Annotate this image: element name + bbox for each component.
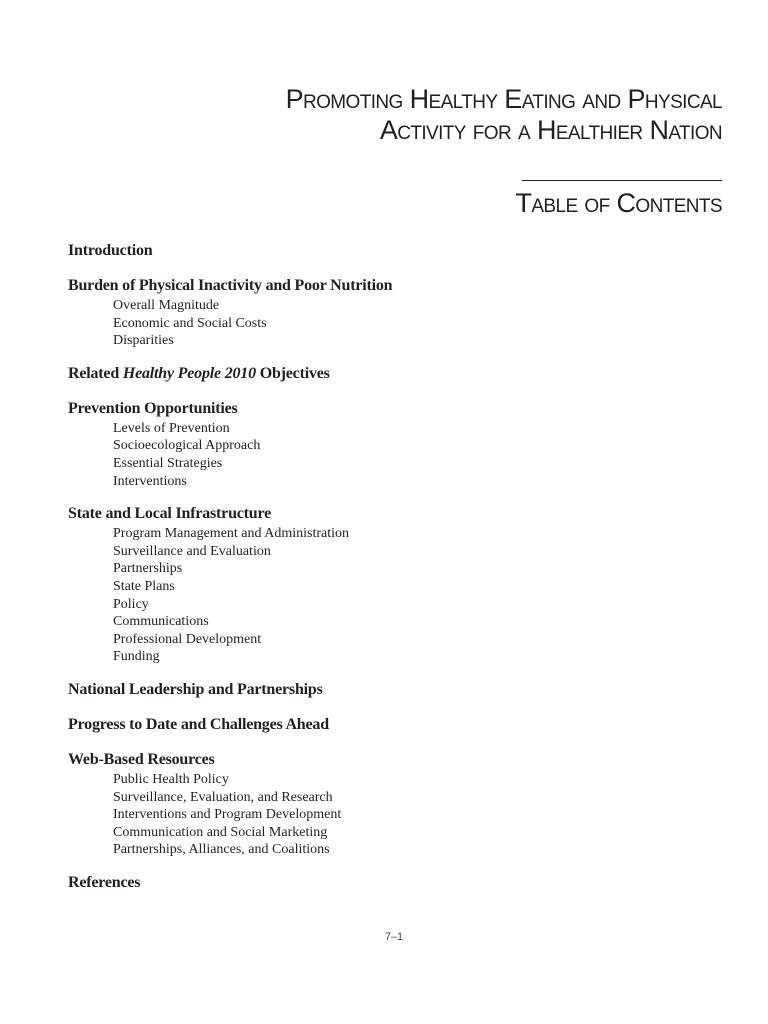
toc-section-references [68, 872, 588, 894]
toc-subsection-item: Partnerships [113, 561, 183, 577]
toc-section-title: Introduction [68, 242, 153, 259]
toc-section-title: Web-Based Resources [68, 750, 215, 768]
toc-subsection-item: Overall Magnitude [113, 298, 220, 313]
toc-section-progress [68, 714, 588, 736]
toc-section-prevention [68, 398, 588, 490]
toc-subsection-item: State Plans [113, 578, 175, 594]
toc-subsection-item: Surveillance and Evaluation [113, 543, 271, 559]
title-divider [522, 180, 722, 181]
page-number: 7–1 [384, 931, 404, 943]
toc-subsection-item: Professional Development [113, 631, 262, 647]
toc-section-title: State and Local Infrastructure [68, 505, 272, 523]
toc-section-web-resources [68, 749, 588, 859]
toc-section-introduction [68, 240, 588, 262]
toc-subsection-item: Program Management and Administration [113, 526, 350, 542]
toc-subsection-item: Interventions and Program Development [113, 807, 342, 823]
toc-subsection-item: Partnerships, Alliances, and Coalitions [113, 842, 330, 858]
toc-subsection-list [68, 297, 588, 350]
toc-heading: Table of Contents [515, 188, 722, 218]
toc-subsection-item: Communication and Social Marketing [113, 824, 328, 840]
toc-subsection-item: Essential Strategies [113, 455, 223, 471]
toc-section-title: Burden of Physical Inactivity and Poor Nutrition [68, 277, 393, 294]
toc-subsection-list [68, 771, 588, 859]
document-title-line-1: Promoting Healthy Eating and Physical [285, 84, 722, 114]
toc-subsection-item: Surveillance, Evaluation, and Research [113, 789, 333, 805]
toc-section-national-leadership [68, 679, 588, 701]
toc-subsection-item: Funding [113, 649, 160, 665]
toc-section-title: Progress to Date and Challenges Ahead [68, 715, 329, 733]
toc-subsection-item: Socioecological Approach [113, 438, 261, 454]
toc-subsection-item: Communications [113, 614, 209, 630]
document-title [286, 84, 722, 146]
toc-subsection-item: Disparities [113, 333, 174, 349]
toc-section-burden [68, 275, 588, 350]
toc-section-objectives [68, 363, 588, 385]
toc-subsection-list [68, 420, 588, 490]
toc-section-title-italic: Healthy People 2010 [122, 364, 256, 382]
toc-section-infrastructure [68, 503, 588, 666]
toc-subsection-item: Levels of Prevention [113, 420, 230, 436]
toc-section-title-prefix: Related [68, 364, 123, 382]
document-title-line-2: Activity for a Healthier Nation [379, 115, 722, 145]
toc-subsection-list [68, 525, 588, 666]
toc-subsection-item: Policy [113, 596, 149, 612]
toc-section-title [68, 363, 588, 385]
toc-section-title: National Leadership and Partnerships [68, 680, 323, 698]
toc-section-title-suffix: Objectives [255, 364, 330, 382]
toc-subsection-item: Interventions [113, 473, 187, 489]
toc-section-title: Prevention Opportunities [68, 399, 238, 417]
toc-subsection-item: Public Health Policy [113, 771, 229, 787]
toc-section-title: References [68, 873, 141, 891]
toc-subsection-item: Economic and Social Costs [113, 315, 267, 331]
table-of-contents [68, 240, 588, 907]
